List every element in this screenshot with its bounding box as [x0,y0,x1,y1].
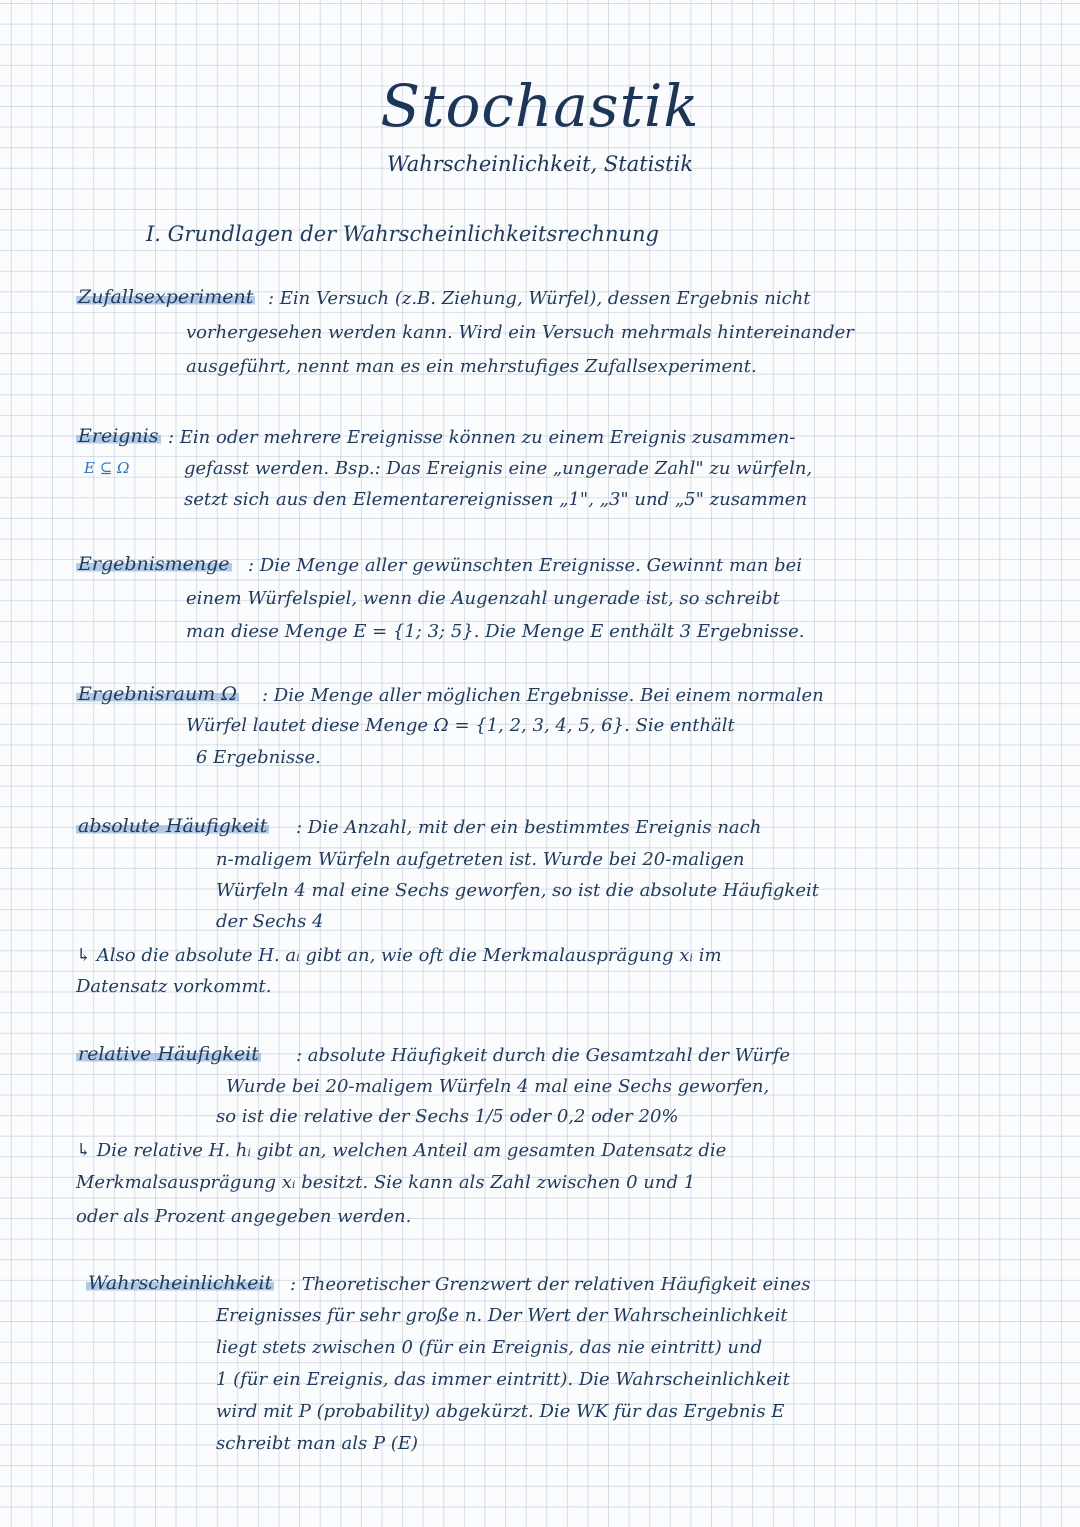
term-ergebnisraum: Ergebnisraum Ω [78,683,238,705]
definition-line: : Die Menge aller gewünschten Ereignisse. Gewinnt man bei [248,555,803,576]
definition-line: Würfeln 4 mal eine Sechs geworfen, so ist die absolute Häufigkeit [216,880,819,901]
definition-line: vorhergesehen werden kann. Wird ein Versuch mehrmals hintereinander [186,322,854,343]
note-line: oder als Prozent angegeben werden. [76,1206,412,1227]
definition-line: : Ein oder mehrere Ereignisse können zu einem Ereignis zusammen- [168,427,796,448]
definition-line: ausgeführt, nennt man es ein mehrstufiges Zufallsexperiment. [186,356,757,377]
definition-line: : Ein Versuch (z.B. Ziehung, Würfel), dessen Ergebnis nicht [268,288,811,309]
note-line: ↳ Also die absolute H. aᵢ gibt an, wie oft die Merkmalausprägung xᵢ im [76,945,722,966]
definition-line: Wurde bei 20-maligem Würfeln 4 mal eine Sechs geworfen, [226,1076,770,1097]
definition-line: gefasst werden. Bsp.: Das Ereignis eine „ungerade Zahl" zu würfeln, [184,458,813,479]
page-subtitle: Wahrscheinlichkeit, Statistik [386,152,694,176]
note-line: ↳ Die relative H. hᵢ gibt an, welchen Anteil am gesamten Datensatz die [76,1140,727,1161]
definition-line: : absolute Häufigkeit durch die Gesamtzahl der Würfe [296,1045,791,1066]
definition-line: Ereignisses für sehr große n. Der Wert der Wahrscheinlichkeit [216,1305,788,1326]
definition-line: wird mit P (probability) abgekürzt. Die WK für das Ergebnis E [216,1401,785,1422]
note-line: Merkmalsausprägung xᵢ besitzt. Sie kann als Zahl zwischen 0 und 1 [76,1172,696,1193]
definition-line: : Die Anzahl, mit der ein bestimmtes Ereignis nach [296,817,762,838]
definition-line: setzt sich aus den Elementarereignissen „1", „3" und „5" zusammen [184,489,808,510]
definition-line: Würfel lautet diese Menge Ω = {1, 2, 3, 4, 5, 6}. Sie enthält [186,715,735,736]
definition-line: : Die Menge aller möglichen Ergebnisse. Bei einem normalen [262,685,824,706]
definition-line: man diese Menge E = {1; 3; 5}. Die Menge E enthält 3 Ergebnisse. [186,621,805,642]
term-zufallsexperiment: Zufallsexperiment [78,286,254,308]
section-heading: I. Grundlagen der Wahrscheinlichkeitsrechnung [146,222,659,246]
term-ergebnismenge: Ergebnismenge [78,553,230,575]
term-absolute-haeufigkeit: absolute Häufigkeit [78,815,268,837]
definition-line: 6 Ergebnisse. [196,747,321,768]
definition-line: schreibt man als P (E) [216,1433,418,1454]
definition-line: einem Würfelspiel, wenn die Augenzahl ungerade ist, so schreibt [186,588,780,609]
term-relative-haeufigkeit: relative Häufigkeit [78,1043,259,1065]
page-title: Stochastik [380,72,700,140]
definition-line: liegt stets zwischen 0 (für ein Ereignis, das nie eintritt) und [216,1337,763,1358]
term-ereignis: Ereignis [78,425,159,447]
definition-line: so ist die relative der Sechs 1/5 oder 0,2 oder 20% [216,1106,679,1127]
note-line: Datensatz vorkommt. [76,976,272,997]
definition-line: 1 (für ein Ereignis, das immer eintritt). Die Wahrscheinlichkeit [216,1369,790,1390]
definition-line: : Theoretischer Grenzwert der relativen Häufigkeit eines [290,1274,811,1295]
definition-line: der Sechs 4 [216,911,324,932]
term-wahrscheinlichkeit: Wahrscheinlichkeit [88,1272,273,1294]
definition-line: n-maligem Würfeln aufgetreten ist. Wurde bei 20-maligen [216,849,745,870]
ereignis-side-note: E ⊆ Ω [84,459,130,477]
